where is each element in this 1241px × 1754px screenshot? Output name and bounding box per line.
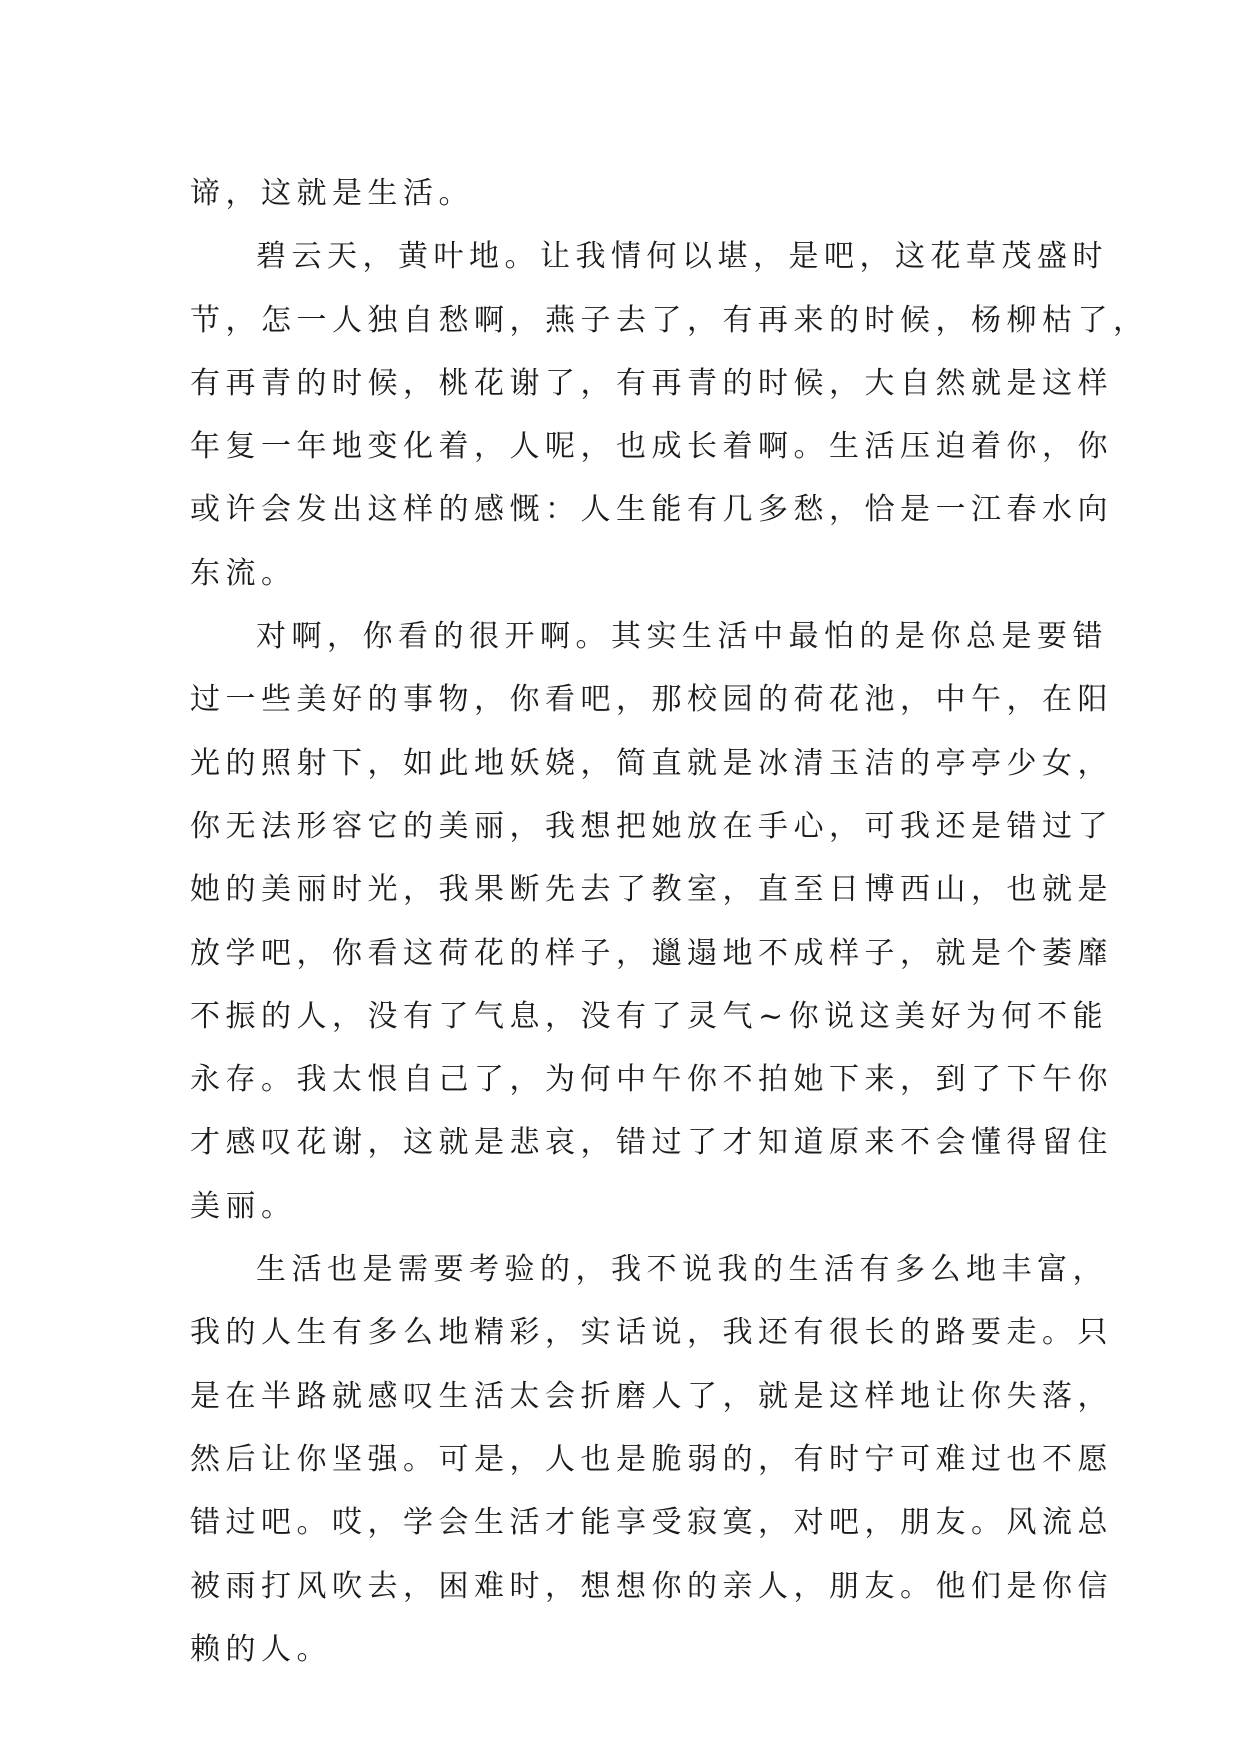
text-line: 被雨打风吹去，困难时，想想你的亲人，朋友。他们是你信	[190, 1568, 1113, 1604]
paragraph	[190, 162, 1052, 225]
text-line: 光的照射下，如此地妖娆，简直就是冰清玉洁的亭亭少女，	[190, 745, 1113, 781]
text-line: 她的美丽时光，我果断先去了教室，直至日博西山，也就是	[190, 872, 1113, 908]
text-line: 永存。我太恨自己了，为何中午你不拍她下来，到了下午你	[190, 1062, 1113, 1098]
text-line: 然后让你坚强。可是，人也是脆弱的，有时宁可难过也不愿	[190, 1441, 1113, 1477]
paragraph	[190, 1238, 1113, 1681]
text-line: 过一些美好的事物，你看吧，那校园的荷花池，中午，在阳	[190, 682, 1113, 718]
text-line: 有再青的时候，桃花谢了，有再青的时候，大自然就是这样	[190, 365, 1113, 401]
text-line: 才感叹花谢，这就是悲哀，错过了才知道原来不会懂得留住	[190, 1125, 1113, 1161]
text-line: 生活也是需要考验的，我不说我的生活有多么地丰富，	[256, 1252, 1108, 1288]
text-line: 是在半路就感叹生活太会折磨人了，就是这样地让你失落，	[190, 1378, 1113, 1414]
paragraph	[190, 225, 1149, 605]
text-line: 或许会发出这样的感慨：人生能有几多愁，恰是一江春水向	[190, 492, 1113, 528]
text-line: 美丽。	[190, 1188, 297, 1224]
text-line: 对啊，你看的很开啊。其实生活中最怕的是你总是要错	[256, 619, 1108, 655]
text-line: 东流。	[190, 555, 297, 591]
text-line: 放学吧，你看这荷花的样子，邋遢地不成样子，就是个萎靡	[190, 935, 1113, 971]
text-line: 碧云天，黄叶地。让我情何以堪，是吧，这花草茂盛时	[256, 239, 1108, 275]
text-line: 年复一年地变化着，人呢，也成长着啊。生活压迫着你，你	[190, 429, 1113, 465]
paragraph	[190, 605, 1113, 1238]
text-line: 我的人生有多么地精彩，实话说，我还有很长的路要走。只	[190, 1315, 1113, 1351]
text-line: 错过吧。哎，学会生活才能享受寂寞，对吧，朋友。风流总	[190, 1505, 1113, 1541]
text-line: 赖的人。	[190, 1631, 332, 1667]
text-line: 节，怎一人独自愁啊，燕子去了，有再来的时候，杨柳枯了，	[190, 302, 1149, 338]
text-line: 谛，这就是生活。	[190, 176, 474, 211]
document-body	[190, 162, 1149, 1681]
text-line: 不振的人，没有了气息，没有了灵气~你说这美好为何不能	[190, 998, 1109, 1034]
text-line: 你无法形容它的美丽，我想把她放在手心，可我还是错过了	[190, 808, 1113, 844]
